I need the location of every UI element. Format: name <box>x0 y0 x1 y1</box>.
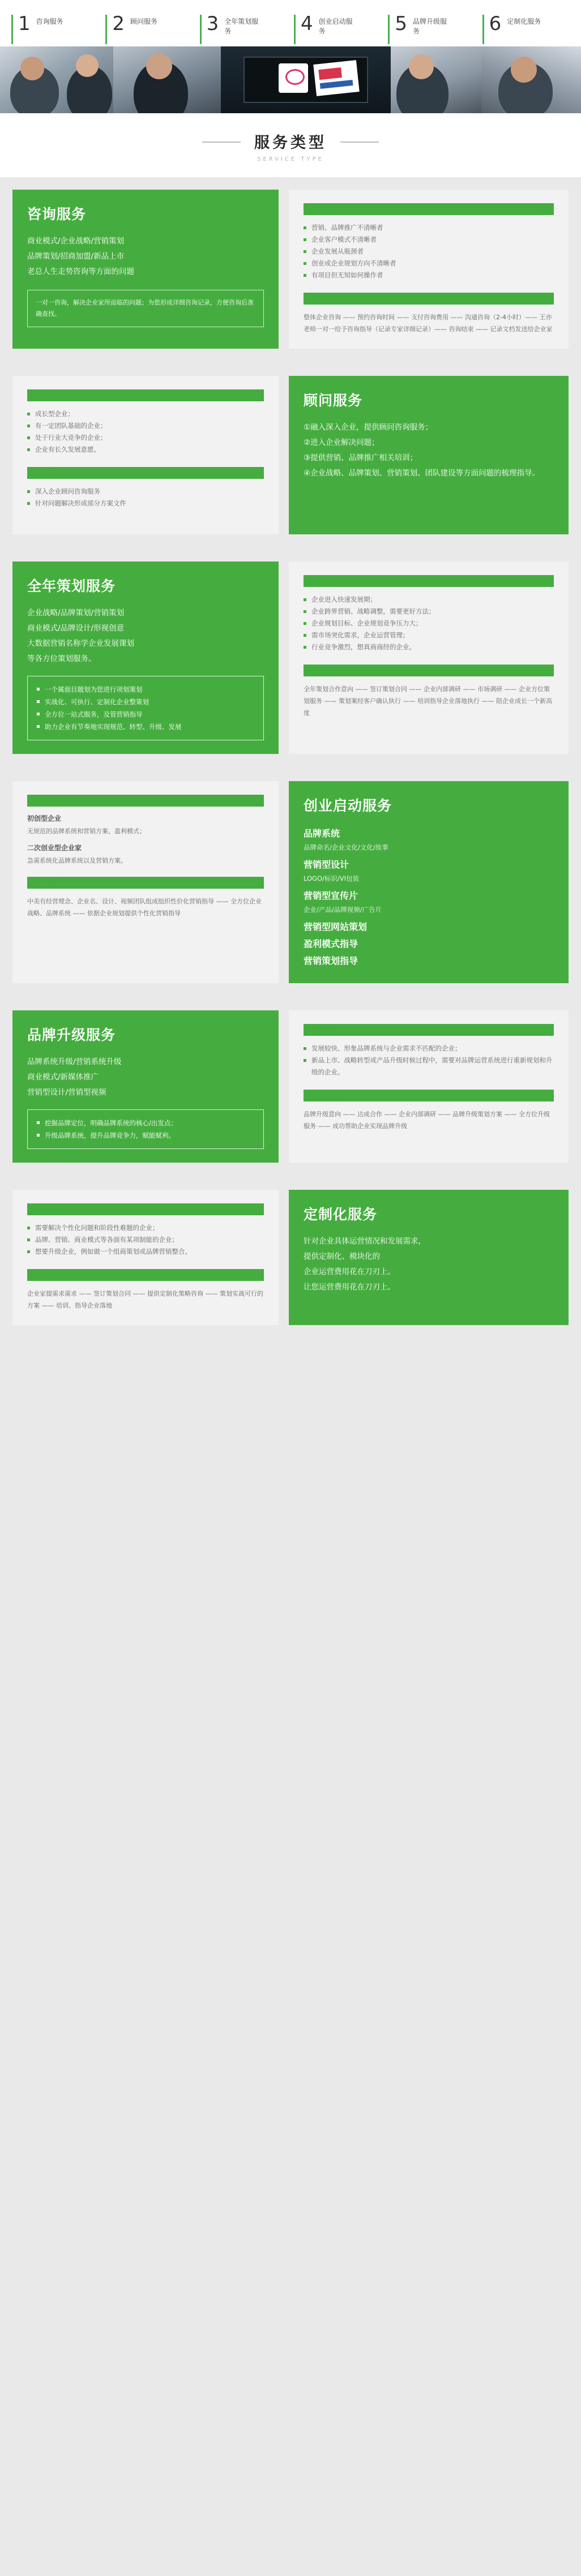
accent-bar-icon <box>482 15 484 44</box>
step-label: 品牌升级服务 <box>412 18 447 35</box>
brand-outline-box <box>27 1109 264 1149</box>
annual-line-1: 企业战略/品牌策划/营销策划 <box>27 608 125 618</box>
advisory-title: 顾问服务 <box>304 392 363 409</box>
brand-green-pane <box>12 1010 279 1163</box>
slide-card-blue-block <box>320 80 353 89</box>
list-item: 创业或企业规划方向不清晰者 <box>304 258 554 269</box>
consulting-grey-pane <box>289 190 569 349</box>
consulting-line-2: 品牌策划/招商加盟/新品上市 <box>27 252 125 261</box>
step-number: 5 <box>395 12 407 35</box>
step-label: 定制化服务 <box>507 18 541 25</box>
flow-heading: 服务流程 <box>27 467 264 479</box>
step-number: 1 <box>18 12 31 35</box>
step-label: 创业启动服务 <box>318 18 353 35</box>
fit-heading: 适合企业 <box>304 575 554 587</box>
step-number: 6 <box>489 12 502 35</box>
brand-flow-text: 品牌升级意向 —— 达成合作 —— 企业内部调研 —— 品牌升级策划方案 —— 全方位升级服务 —— 成功帮助企业实现品牌升级 <box>304 1111 550 1130</box>
consulting-lines <box>27 234 264 280</box>
step-label: 全年策划服务 <box>224 18 259 35</box>
service-block-custom <box>0 1177 581 1340</box>
person-head-2 <box>76 54 99 77</box>
custom-grey-pane <box>12 1190 279 1325</box>
person-head-4 <box>409 54 434 79</box>
brand-outline-list <box>37 1117 254 1142</box>
custom-green-pane <box>289 1190 569 1325</box>
annual-outline-box <box>27 676 264 740</box>
advisory-line-1: ①融入深入企业，提供顾问咨询服务； <box>304 423 433 432</box>
fit-heading: 适合企业 <box>27 795 264 807</box>
service-block-advisory <box>0 363 581 549</box>
startup-groups <box>304 825 554 970</box>
annual-outline-list <box>37 683 254 733</box>
list-item: 针对问题解决形成部分方案文件 <box>27 498 264 509</box>
consulting-fit-list <box>304 222 554 281</box>
step-item-2 <box>102 14 196 36</box>
advisory-line-4: ④企业战略、品牌策划、营销策划、团队建设等方面问题的梳理指导。 <box>304 469 540 478</box>
list-item: 企业跨界营销、战略调整，需要更好方法； <box>304 606 554 618</box>
consulting-flow-text: 整体企业咨询 —— 预约咨询时间 —— 支付咨询费用 —— 沟通咨询（2-4小时）—— 王亦老师一对一给予咨询指导（记录专家详细记录）—— 咨询结束 —— 记录文档发送给企业家 <box>304 314 553 333</box>
startup-group-head-2: 营销型设计 <box>304 859 349 870</box>
list-item: 一个属面目题划为您进行项划策划 <box>37 683 254 696</box>
annual-green-pane <box>12 562 279 754</box>
brand-lines <box>27 1055 264 1100</box>
flow-heading: 服务流程 <box>27 1269 264 1281</box>
custom-title: 定制化服务 <box>304 1206 378 1223</box>
list-item: 想要升级企业，例如做一个组商策划或品牌营销整合。 <box>27 1246 264 1258</box>
person-head-5 <box>511 57 537 83</box>
advisory-line-2: ②进入企业解决问题； <box>304 438 379 447</box>
person-head-1 <box>20 57 44 80</box>
startup-green-pane <box>289 781 569 983</box>
flow-heading: 服务流程 <box>304 1090 554 1101</box>
list-item: 助力企业有节奏地实现规范、转型、升级、发展 <box>37 721 254 733</box>
list-item: 企业规划目标、企业规划竞争压力大； <box>304 618 554 629</box>
list-item: 深入企业顾问咨询服务 <box>27 486 264 498</box>
person-head-3 <box>146 53 172 79</box>
brand-line-3: 营销型设计/营销型视频 <box>27 1088 106 1097</box>
consulting-quote: 一对一咨询，解决企业家所面临的问题；为您形成详细咨询记录，方便咨询后准确查找。 <box>27 290 264 327</box>
list-item: 成长型企业； <box>27 408 264 420</box>
slide-card-red-block <box>318 67 342 80</box>
annual-flow-text: 全年策划合作意向 —— 签订策划合同 —— 企业内部调研 —— 市场调研 —— 企业方位策划服务 —— 策划案经客户确认执行 —— 培训指导企业落地执行 —— 陪企业成长一个新高度 <box>304 685 552 717</box>
list-item: 需要解决个性化问题和阶段性难题的企业； <box>27 1222 264 1234</box>
consulting-title: 咨询服务 <box>27 206 87 222</box>
brand-line-1: 品牌系统升级/营销系统升级 <box>27 1057 122 1066</box>
custom-line-3: 企业运营费用花在刀刃上。 <box>304 1267 395 1276</box>
advisory-line-3: ③提供营销、品牌推广相关培训； <box>304 453 418 462</box>
annual-lines <box>27 606 264 667</box>
step-item-5 <box>385 14 479 36</box>
startup-group-sub-3: 企业/产品/品牌视频/广告片 <box>304 906 382 914</box>
top-steps-strip <box>0 0 581 46</box>
list-item: 新品上市、战略转型或产品升级时候过程中，需要对品牌运营系统进行重新规划和升级的企业。 <box>304 1055 554 1078</box>
advisory-green-pane <box>289 376 569 534</box>
brand-line-2: 商业模式/新媒体推广 <box>27 1073 99 1082</box>
list-item: 需市场突化需求，企业运营管理； <box>304 629 554 641</box>
custom-line-2: 提供定制化、模块化的 <box>304 1252 380 1261</box>
startup-fit-title-2: 二次创业型企业家 <box>27 844 82 852</box>
custom-line-1: 针对企业具体运营情况和发展需求， <box>304 1237 426 1246</box>
consulting-green-pane <box>12 190 279 349</box>
step-item-3 <box>196 14 290 36</box>
fit-heading: 适合企业 <box>304 203 554 215</box>
slide-card-icon <box>313 60 359 96</box>
list-item: 有项目但无知如何操作者 <box>304 269 554 281</box>
list-item: 发展较快、形象品牌系统与企业需求不匹配的企业； <box>304 1043 554 1055</box>
startup-fit-text-1: 无规范的品牌系统和营销方案、盈利模式； <box>27 828 146 835</box>
startup-group-sub-1: 品牌命名/企业文化/文化/故事 <box>304 843 388 851</box>
startup-fit-text-2: 急需系统化品牌系统以及营销方案。 <box>27 857 127 864</box>
consulting-line-3: 老总人生走势咨询等方面的问题 <box>27 267 134 276</box>
advisory-grey-pane <box>12 376 279 534</box>
list-item: 企业进入快速发展期； <box>304 594 554 606</box>
startup-title: 创业启动服务 <box>304 798 392 814</box>
startup-flow-text: 中美有经营理念、企业名、设计、视频团队组成组织性价化营销指导 —— 全方位企业战略、品牌系统 —— 依据企业规划提供个性化营销指导 <box>27 898 262 917</box>
brand-title: 品牌升级服务 <box>27 1027 116 1043</box>
page-title: 服务类型 <box>254 130 327 152</box>
accent-bar-icon <box>388 15 390 44</box>
custom-lines <box>304 1234 554 1295</box>
hero-photo-banner <box>0 46 581 113</box>
service-block-startup <box>0 769 581 998</box>
custom-fit-list <box>27 1222 264 1258</box>
page-subtitle: SERVICE TYPE <box>257 156 324 162</box>
consulting-line-1: 商业模式/企业战略/营销策划 <box>27 237 125 246</box>
step-item-1 <box>8 14 102 36</box>
slide-logo-icon <box>279 63 308 93</box>
step-number: 3 <box>206 12 219 35</box>
annual-title: 全年策划服务 <box>27 578 116 594</box>
service-block-brand-upgrade <box>0 998 581 1177</box>
annual-fit-list <box>304 594 554 653</box>
flow-heading: 服务流程 <box>304 293 554 305</box>
step-item-6 <box>479 14 573 36</box>
startup-group-head-5: 盈利模式指导 <box>304 938 358 949</box>
startup-group-head-1: 品牌系统 <box>304 828 340 839</box>
flow-heading: 服务流程 <box>304 665 554 676</box>
startup-grey-pane <box>12 781 279 983</box>
annual-line-3: 大数据营销名称学企业发展课划 <box>27 639 134 648</box>
section-title-block <box>0 113 581 177</box>
step-item-4 <box>290 14 385 36</box>
step-number: 4 <box>300 12 313 35</box>
accent-bar-icon <box>200 15 202 44</box>
custom-line-4: 让您运营费用花在刀刃上。 <box>304 1283 395 1292</box>
advisory-lines <box>304 420 554 481</box>
list-item: 全方位一站式服务，及管营销指导 <box>37 708 254 721</box>
accent-bar-icon <box>11 15 13 44</box>
list-item: 品牌、营销、商业模式等各面有某项制能的企业； <box>27 1234 264 1246</box>
fit-heading: 适合企业 <box>304 1024 554 1036</box>
step-label: 顾问服务 <box>130 18 157 25</box>
service-block-consulting <box>0 177 581 363</box>
startup-group-head-6: 营销策划指导 <box>304 955 358 966</box>
brand-fit-list <box>304 1043 554 1078</box>
custom-flow-text: 企业家提需求需求 —— 签订策划合同 —— 提供定制化策略咨询 —— 策划实战可行的方案 —— 培训、指导企业落地 <box>27 1290 263 1309</box>
accent-bar-icon <box>294 15 296 44</box>
list-item: 有一定团队基础的企业； <box>27 420 264 432</box>
list-item: 挖掘品牌定位，明确品牌系统的核心/出发点； <box>37 1117 254 1129</box>
startup-group-head-4: 营销型网站策划 <box>304 921 368 932</box>
startup-group-head-3: 营销型宣传片 <box>304 890 358 901</box>
advisory-flow-list <box>27 486 264 509</box>
startup-group-sub-2: LOGO/标识/VI包装 <box>304 875 360 882</box>
brand-grey-pane <box>289 1010 569 1163</box>
step-number: 2 <box>112 12 125 35</box>
service-block-annual <box>0 549 581 769</box>
flow-heading: 服务流程 <box>27 877 264 889</box>
list-item: 企业发展从瓶颈者 <box>304 246 554 258</box>
list-item: 行业竞争激烈，想真商商经的企业。 <box>304 641 554 653</box>
accent-bar-icon <box>105 15 107 44</box>
list-item: 营销、品牌推广不清晰者 <box>304 222 554 234</box>
annual-grey-pane <box>289 562 569 754</box>
list-item: 企业有长久发展意愿。 <box>27 444 264 456</box>
list-item: 实战化、可执行、定制化企业整策划 <box>37 696 254 708</box>
annual-line-2: 商业模式/品牌设计/形视创意 <box>27 624 125 633</box>
startup-fit-title-1: 初创型企业 <box>27 815 62 822</box>
step-label: 咨询服务 <box>36 18 63 25</box>
list-item: 升级品牌系统，提升品牌竞争力，赋能赋利。 <box>37 1129 254 1142</box>
fit-heading: 适合企业 <box>27 1203 264 1215</box>
annual-line-4: 等各方位策划服务。 <box>27 654 96 663</box>
fit-heading: 适合企业 <box>27 389 264 401</box>
list-item: 处于行业大竞争的企业； <box>27 432 264 444</box>
list-item: 企业客户模式不清晰者 <box>304 234 554 246</box>
advisory-fit-list <box>27 408 264 456</box>
